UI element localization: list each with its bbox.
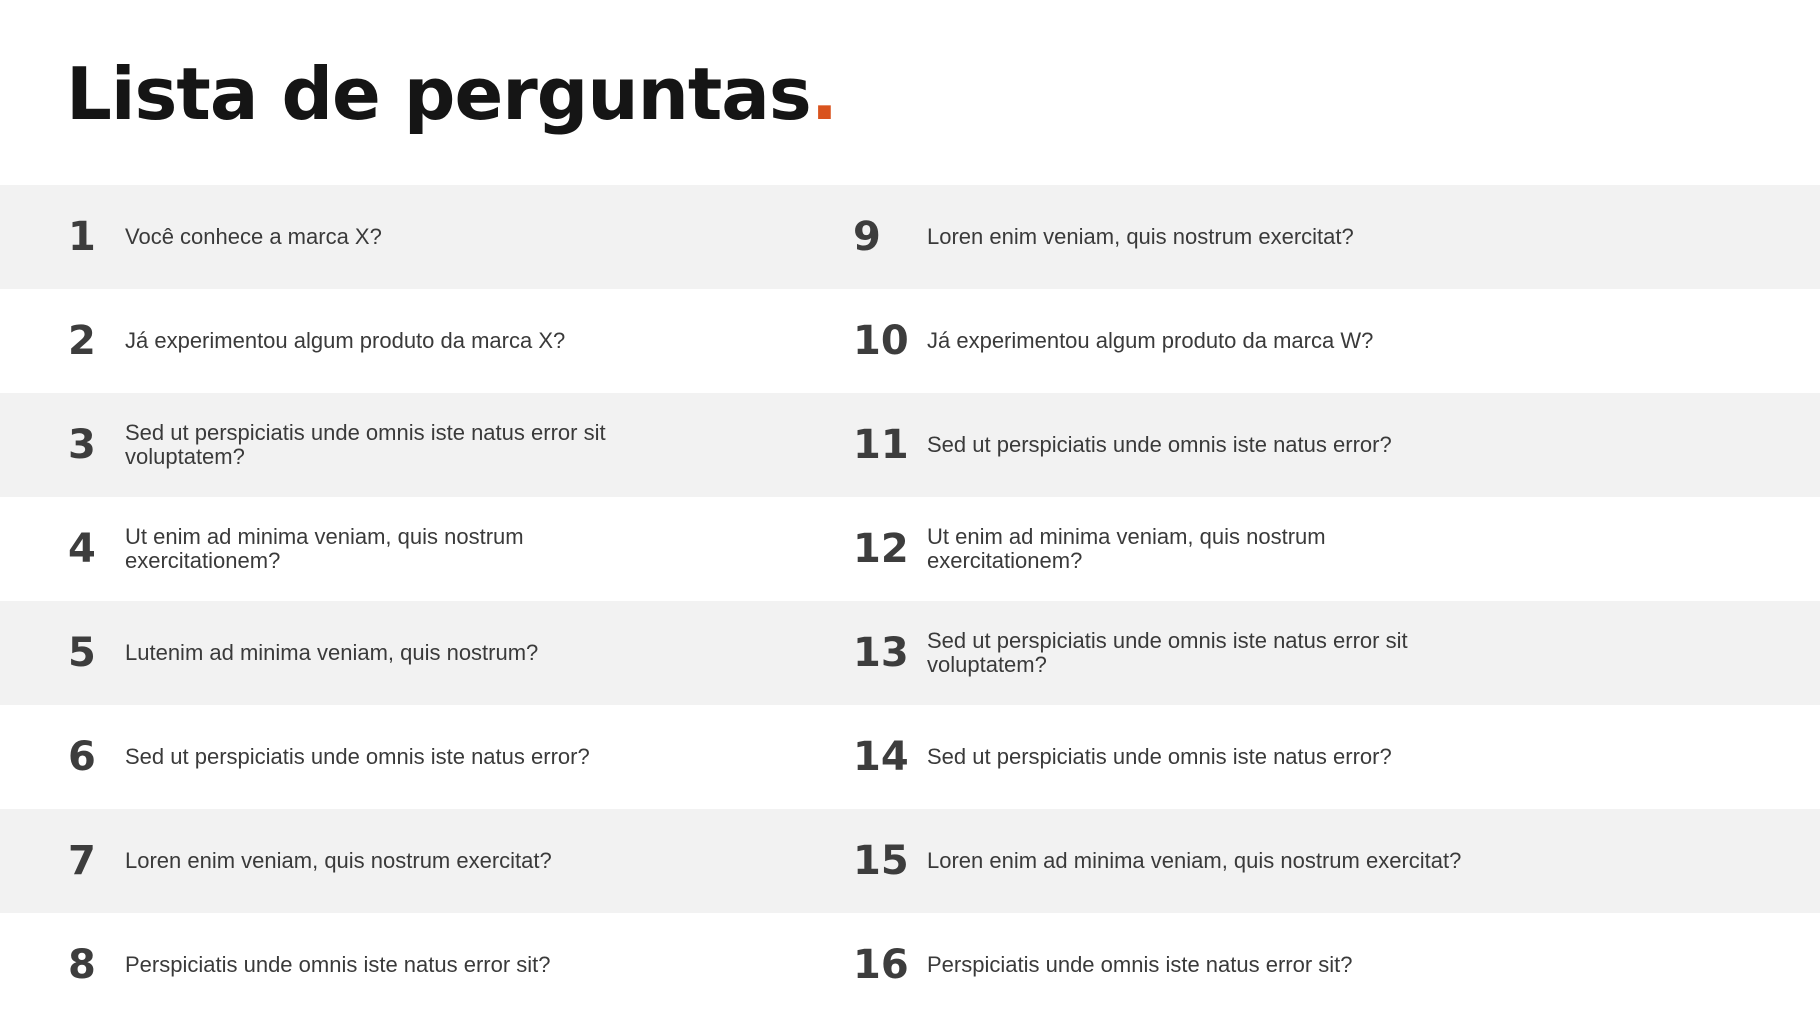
title-accent-dot: .: [810, 52, 838, 136]
question-item: [853, 913, 1573, 1017]
question-number: 3: [68, 422, 96, 468]
question-item: [853, 393, 1573, 497]
question-row: [0, 601, 1820, 705]
question-number: 2: [68, 318, 96, 364]
question-number: 11: [853, 422, 909, 468]
question-text: Sed ut perspiciatis unde omnis iste natus error?: [927, 744, 1392, 769]
question-number: 9: [853, 214, 881, 260]
question-item: [68, 185, 768, 289]
question-number: 4: [68, 526, 96, 572]
question-number: 8: [68, 942, 96, 988]
question-row: [0, 185, 1820, 289]
question-row: [0, 913, 1820, 1017]
question-text: Ut enim ad minima veniam, quis nostrum exercitationem?: [125, 524, 524, 573]
question-number: 6: [68, 734, 96, 780]
question-item: [68, 289, 768, 393]
page-header: [66, 44, 837, 144]
question-row: [0, 393, 1820, 497]
question-number: 1: [68, 214, 96, 260]
question-number: 16: [853, 942, 909, 988]
question-text: Sed ut perspiciatis unde omnis iste natus error sit voluptatem?: [927, 628, 1408, 677]
question-text: Loren enim veniam, quis nostrum exercitat?: [927, 224, 1354, 249]
question-text: Perspiciatis unde omnis iste natus error sit?: [927, 952, 1353, 977]
question-number: 12: [853, 526, 909, 572]
question-item: [68, 913, 768, 1017]
question-item: [853, 289, 1573, 393]
question-text: Já experimentou algum produto da marca W?: [927, 328, 1374, 353]
question-item: [853, 809, 1573, 913]
question-item: [68, 809, 768, 913]
question-item: [853, 185, 1573, 289]
question-item: [68, 393, 768, 497]
question-text: Loren enim veniam, quis nostrum exercitat?: [125, 848, 552, 873]
page-title: [66, 52, 838, 136]
question-item: [853, 601, 1573, 705]
question-number: 15: [853, 838, 909, 884]
question-item: [68, 705, 768, 809]
question-text: Sed ut perspiciatis unde omnis iste natus error?: [125, 744, 590, 769]
question-text: Sed ut perspiciatis unde omnis iste natus error?: [927, 432, 1392, 457]
question-item: [853, 705, 1573, 809]
question-text: Sed ut perspiciatis unde omnis iste natus error sit voluptatem?: [125, 420, 606, 469]
question-text: Loren enim ad minima veniam, quis nostrum exercitat?: [927, 848, 1462, 873]
question-item: [853, 497, 1573, 601]
question-text: Lutenim ad minima veniam, quis nostrum?: [125, 640, 539, 665]
question-list: [0, 185, 1820, 1017]
question-row: [0, 705, 1820, 809]
question-number: 13: [853, 630, 909, 676]
question-text: Já experimentou algum produto da marca X?: [125, 328, 566, 353]
question-text: Ut enim ad minima veniam, quis nostrum exercitationem?: [927, 524, 1326, 573]
question-text: Perspiciatis unde omnis iste natus error sit?: [125, 952, 551, 977]
question-row: [0, 497, 1820, 601]
question-number: 7: [68, 838, 96, 884]
question-number: 14: [853, 734, 909, 780]
question-item: [68, 497, 768, 601]
question-text: Você conhece a marca X?: [125, 224, 382, 249]
question-row: [0, 809, 1820, 913]
question-item: [68, 601, 768, 705]
question-number: 10: [853, 318, 909, 364]
question-number: 5: [68, 630, 96, 676]
question-row: [0, 289, 1820, 393]
page-title-text: Lista de perguntas: [66, 52, 811, 136]
